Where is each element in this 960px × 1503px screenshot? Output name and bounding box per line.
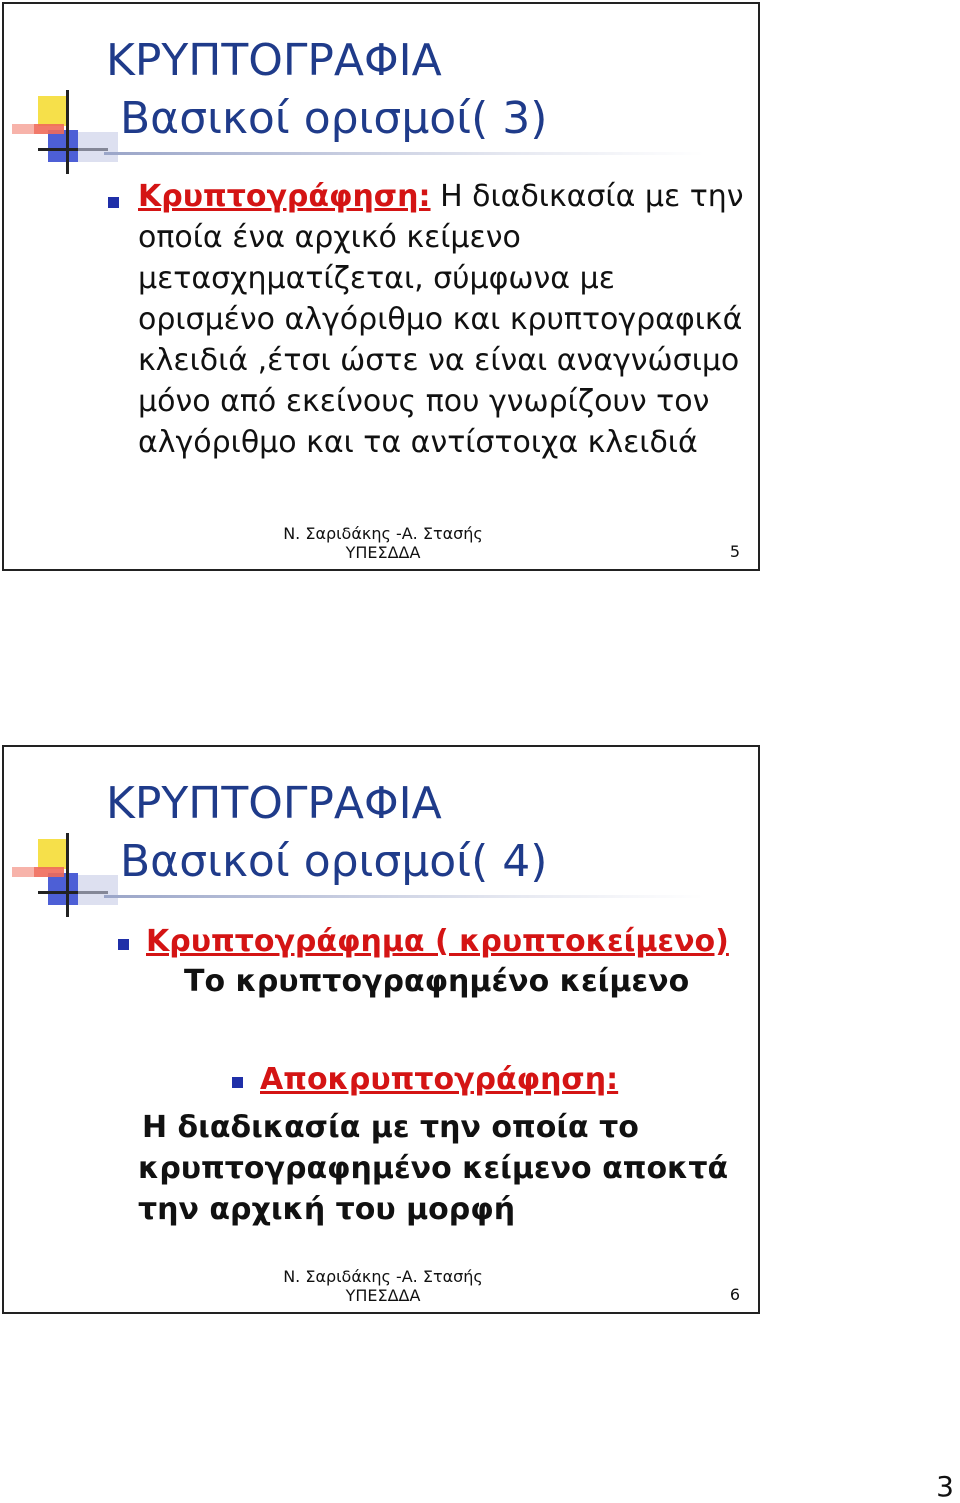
definition-block xyxy=(138,176,744,463)
slide-6 xyxy=(2,745,760,1314)
document-page-number: 3 xyxy=(936,1470,954,1503)
title-line-2: Βασικοί ορισμοί( 3) xyxy=(120,93,548,144)
slide-page-number: 5 xyxy=(729,542,740,561)
definition-line: κλειδιά ,έτσι ώστε να είναι αναγνώσιμο xyxy=(138,343,740,378)
ciphertext-definition: Το κρυπτογραφημένο κείμενο xyxy=(184,964,690,999)
slide-footer xyxy=(4,1267,762,1305)
definition-line: αλγόριθμο και τα αντίστοιχα κλειδιά xyxy=(138,425,698,460)
footer-org: ΥΠΕΣΔΔΑ xyxy=(345,1286,421,1305)
definition-line: οποία ένα αρχικό κείμενο xyxy=(138,220,521,255)
definition-line: Η διαδικασία με την xyxy=(430,179,744,214)
bullet-icon xyxy=(118,939,129,950)
definition-line: κρυπτογραφημένο κείμενο αποκτά xyxy=(138,1151,729,1186)
bullet-icon xyxy=(232,1077,243,1088)
term-ciphertext: Κρυπτογράφημα ( κρυπτοκείμενο) xyxy=(146,924,729,959)
title-line-2: Βασικοί ορισμοί( 4) xyxy=(120,836,548,887)
term-decryption: Αποκρυπτογράφηση: xyxy=(260,1062,619,1097)
term-encryption: Κρυπτογράφηση: xyxy=(138,179,431,214)
title-line-1: ΚΡΥΠΤΟΓΡΑΦΙΑ xyxy=(106,35,442,86)
definition-line: την αρχική του μορφή xyxy=(138,1192,516,1227)
slide-footer xyxy=(4,524,762,562)
slide-5 xyxy=(2,2,760,571)
title-line-1: ΚΡΥΠΤΟΓΡΑΦΙΑ xyxy=(106,778,442,829)
slide-title xyxy=(106,32,547,148)
decryption-term-block xyxy=(260,1059,618,1100)
definition-line: μόνο από εκείνους που γνωρίζουν τον xyxy=(138,384,710,419)
footer-authors: Ν. Σαριδάκης -Α. Στασής xyxy=(283,524,483,543)
definition-line: ορισμένο αλγόριθμο και κρυπτογραφικά xyxy=(138,302,743,337)
slide-page-number: 6 xyxy=(729,1285,740,1304)
ciphertext-term xyxy=(146,921,729,962)
bullet-icon xyxy=(108,197,119,208)
title-divider xyxy=(104,895,704,898)
decryption-definition xyxy=(138,1107,728,1230)
footer-authors: Ν. Σαριδάκης -Α. Στασής xyxy=(283,1267,483,1286)
slide-title xyxy=(106,775,547,891)
definition-line: μετασχηματίζεται, σύμφωνα με xyxy=(138,261,615,296)
footer-org: ΥΠΕΣΔΔΑ xyxy=(345,543,421,562)
definition-line: Η διαδικασία με την οποία το xyxy=(142,1110,639,1145)
title-divider xyxy=(104,152,704,155)
